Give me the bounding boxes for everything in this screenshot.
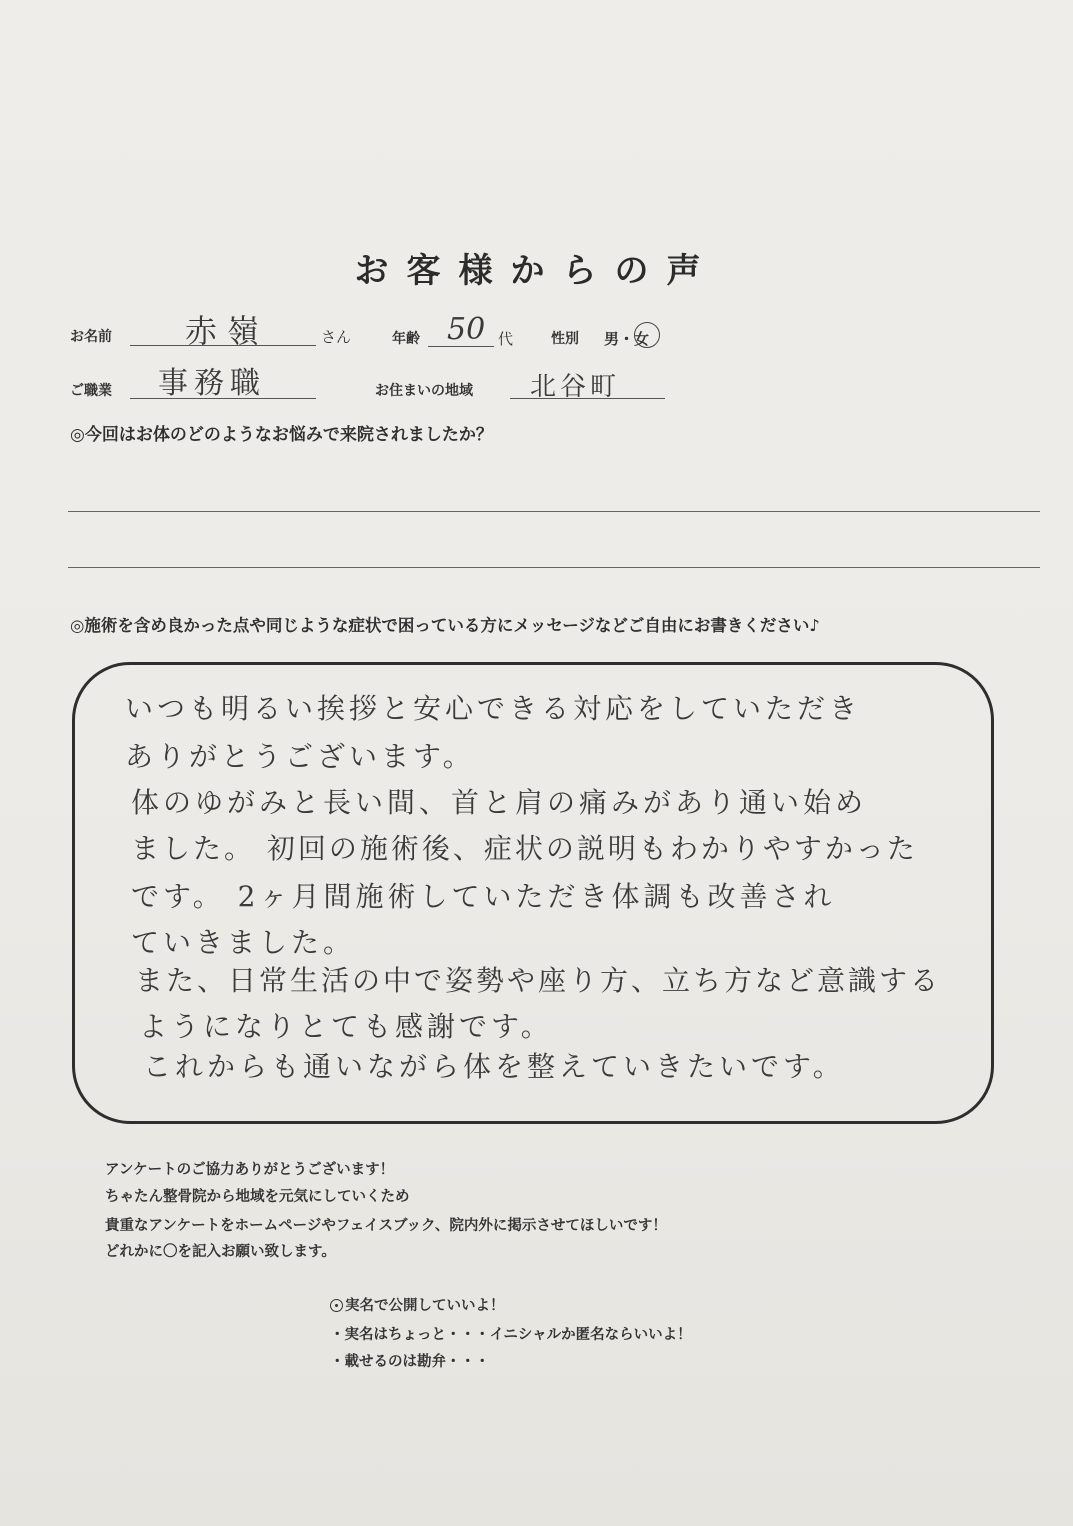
footer-instruction: どれかに〇を記入お願い致します。: [105, 1244, 336, 1260]
message-box: [72, 662, 994, 1124]
name-underline: [130, 345, 316, 346]
age-value: 50: [447, 312, 486, 347]
consent-option-label: 実名で公開していいよ！: [345, 1298, 505, 1314]
message-line: です。 2ヶ月間施術していただき体調も改善され: [131, 880, 836, 913]
message-line: これからも通いながら体を整えていきたいです。: [143, 1050, 845, 1083]
area-underline: [510, 398, 665, 399]
name-value: 赤嶺: [185, 312, 270, 350]
age-label: 年齢: [392, 331, 420, 347]
consent-option-real-name: [330, 1294, 505, 1315]
occupation-label: ご職業: [70, 383, 112, 399]
footer-request: 貴重なアンケートをホームページやフェイスブック、院内外に掲示させてほしいです！: [105, 1218, 667, 1234]
message-line: いつも明るい挨拶と安心できる対応をしていただき: [125, 692, 862, 725]
consent-option-initials: ・実名はちょっと・・・イニシャルか匿名ならいいよ！: [330, 1327, 692, 1343]
answer-line-1: [68, 511, 1040, 512]
message-line: ました。 初回の施術後、症状の説明もわかりやすかった: [131, 832, 918, 865]
selected-circle-mark-icon: [330, 1299, 343, 1312]
message-line: ありがとうございます。: [125, 740, 475, 773]
question-message: ◎施術を含め良かった点や同じような症状で困っている方にメッセージなどご自由にお書きください♪: [70, 616, 820, 635]
footer-thanks: アンケートのご協力ありがとうございます！: [105, 1162, 395, 1178]
area-value: 北谷町: [530, 372, 621, 402]
message-line: 体のゆがみと長い間、首と肩の痛みがあり通い始め: [131, 786, 868, 819]
area-label: お住まいの地域: [375, 383, 473, 399]
sex-label: 性別: [551, 331, 579, 347]
age-suffix: 代: [498, 330, 514, 348]
footer-mission: ちゃたん整骨院から地域を元気にしていくため: [105, 1189, 410, 1205]
message-line: ようになりとても感謝です。: [139, 1010, 553, 1043]
name-suffix: さん: [321, 328, 352, 346]
question-concern: ◎今回はお体のどのようなお悩みで来院されましたか？: [70, 425, 493, 445]
consent-option-decline: ・載せるのは勘弁・・・: [330, 1354, 490, 1370]
sex-female-circle-mark: [634, 322, 660, 348]
message-line: また、日常生活の中で姿勢や座り方、立ち方など意識する: [135, 964, 942, 997]
age-underline: [428, 346, 494, 347]
form-title: お客様からの声: [354, 251, 719, 291]
answer-line-2: [68, 567, 1040, 568]
occupation-underline: [130, 398, 316, 399]
message-line: ていきました。: [131, 926, 356, 959]
sex-options: 男・女: [604, 330, 650, 348]
name-label: お名前: [70, 329, 112, 345]
occupation-value: 事務職: [158, 366, 266, 401]
